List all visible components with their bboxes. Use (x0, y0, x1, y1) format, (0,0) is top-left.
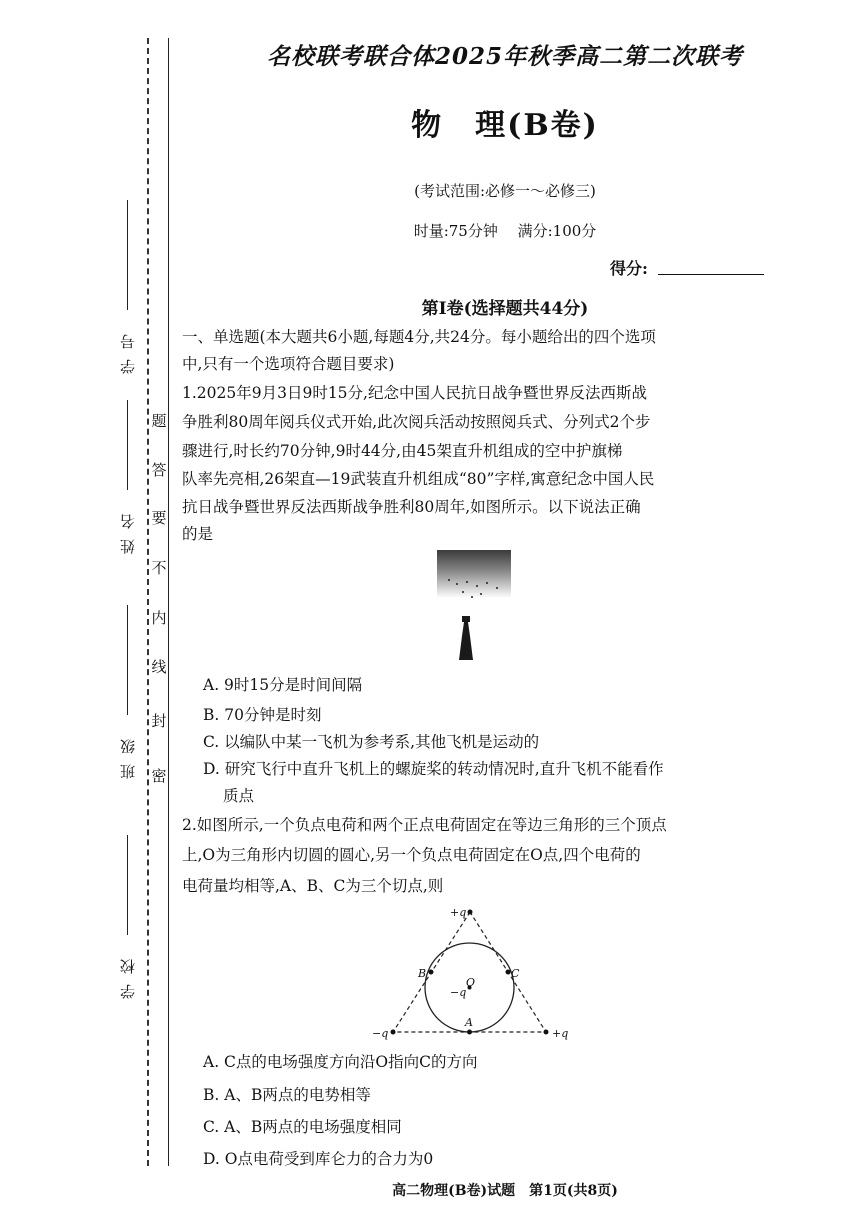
vertex-top (468, 910, 473, 915)
field-line (127, 200, 128, 310)
q2-text: 2.如图所示,一个负点电荷和两个正点电荷固定在等边三角形的三个顶点 (182, 816, 667, 834)
page-title: 物 理(B卷) (411, 108, 599, 143)
field-label: 学号 (118, 324, 137, 374)
seal-char: 答 (151, 461, 167, 479)
q2-option-c[interactable]: C. A、B两点的电场强度相同 (203, 1118, 402, 1136)
q1-text: 抗日战争暨世界反法西斯战争胜利80周年,如图所示。以下说法正确 (182, 498, 641, 516)
q1-text: 队率先亮相,26架直—19武装直升机组成“80”字样,寓意纪念中国人民 (182, 470, 655, 488)
seal-char: 不 (151, 559, 167, 577)
label-a: A (465, 1016, 473, 1029)
label-c: C (511, 967, 520, 980)
field-line (127, 835, 128, 935)
score-label: 得分: (610, 259, 648, 278)
label-left-charge: −q (372, 1027, 389, 1040)
q2-option-a[interactable]: A. C点的电场强度方向沿O指向C的方向 (203, 1053, 478, 1071)
seal-char: 封 (151, 712, 167, 730)
field-school[interactable] (112, 835, 142, 999)
triangle-outline (393, 912, 546, 1032)
q1-text: 争胜利80周年阅兵仪式开始,此次阅兵活动按照阅兵式、分列式2个步 (182, 413, 651, 431)
q1-text: 的是 (182, 525, 214, 543)
q2-option-b[interactable]: B. A、B两点的电势相等 (203, 1086, 371, 1104)
exam-time: 时量:75分钟 (413, 222, 498, 240)
seal-char: 内 (151, 609, 167, 627)
exam-header: 名校联考联合体2025年秋季高二第二次联考 (266, 43, 743, 70)
label-center-charge: −q (450, 986, 467, 999)
page-footer: 高二物理(B卷)试题 第1页(共8页) (392, 1183, 618, 1199)
q1-text: 骤进行,时长约70分钟,9时44分,由45架直升机组成的空中护旗梯 (182, 442, 623, 460)
field-label: 学校 (118, 949, 137, 999)
exam-scope: (考试范围:必修一～必修三) (414, 182, 596, 200)
point-b (429, 970, 434, 975)
vertex-left (391, 1030, 396, 1035)
vertex-right (544, 1030, 549, 1035)
seal-char: 密 (151, 767, 167, 785)
q1-text: 1.2025年9月3日9时15分,纪念中国人民抗日战争暨世界反法西斯战 (182, 384, 647, 402)
q1-option-d-cont: 质点 (223, 787, 255, 805)
field-line (127, 605, 128, 715)
field-label: 姓名 (118, 504, 137, 554)
label-o: O (466, 976, 476, 989)
seal-char: 要 (151, 509, 167, 527)
exam-full-score: 满分:100分 (517, 222, 597, 240)
field-name[interactable] (112, 400, 142, 554)
field-class[interactable] (112, 605, 142, 779)
point-c (506, 970, 511, 975)
point-a (467, 1030, 472, 1035)
q2-option-d[interactable]: D. O点电荷受到库仑力的合力为0 (203, 1150, 434, 1168)
field-student-id[interactable] (112, 200, 142, 374)
seal-char: 线 (151, 658, 167, 676)
section-instruction: 一、单选题(本大题共6小题,每题4分,共24分。每小题给出的四个选项 (182, 328, 656, 346)
field-line (127, 400, 128, 490)
q2-text: 电荷量均相等,A、B、C为三个切点,则 (182, 877, 444, 895)
seal-char: 题 (151, 412, 167, 430)
binding-solid-line (168, 38, 169, 1166)
q1-option-c[interactable]: C. 以编队中某一飞机为参考系,其他飞机是运动的 (203, 733, 540, 751)
binding-dashed-line (147, 38, 149, 1166)
q1-option-a[interactable]: A. 9时15分是时间间隔 (203, 676, 363, 694)
field-label: 班级 (118, 729, 137, 779)
exam-timing (175, 220, 835, 241)
label-right-charge: +q (552, 1027, 569, 1040)
triangle-charge-diagram (368, 902, 578, 1042)
section-title: 第Ⅰ卷(选择题共44分) (421, 299, 589, 319)
q1-option-b[interactable]: B. 70分钟是时刻 (203, 706, 322, 724)
q2-text: 上,O为三角形内切圆的圆心,另一个负点电荷固定在O点,四个电荷的 (182, 846, 641, 864)
parade-photo (437, 550, 511, 662)
score-blank[interactable] (658, 274, 764, 275)
label-top-charge: +q (450, 906, 467, 919)
section-instruction: 中,只有一个选项符合题目要求) (182, 355, 395, 373)
label-b: B (418, 967, 427, 980)
q1-option-d[interactable]: D. 研究飞行中直升飞机上的螺旋桨的转动情况时,直升飞机不能看作 (203, 760, 664, 778)
